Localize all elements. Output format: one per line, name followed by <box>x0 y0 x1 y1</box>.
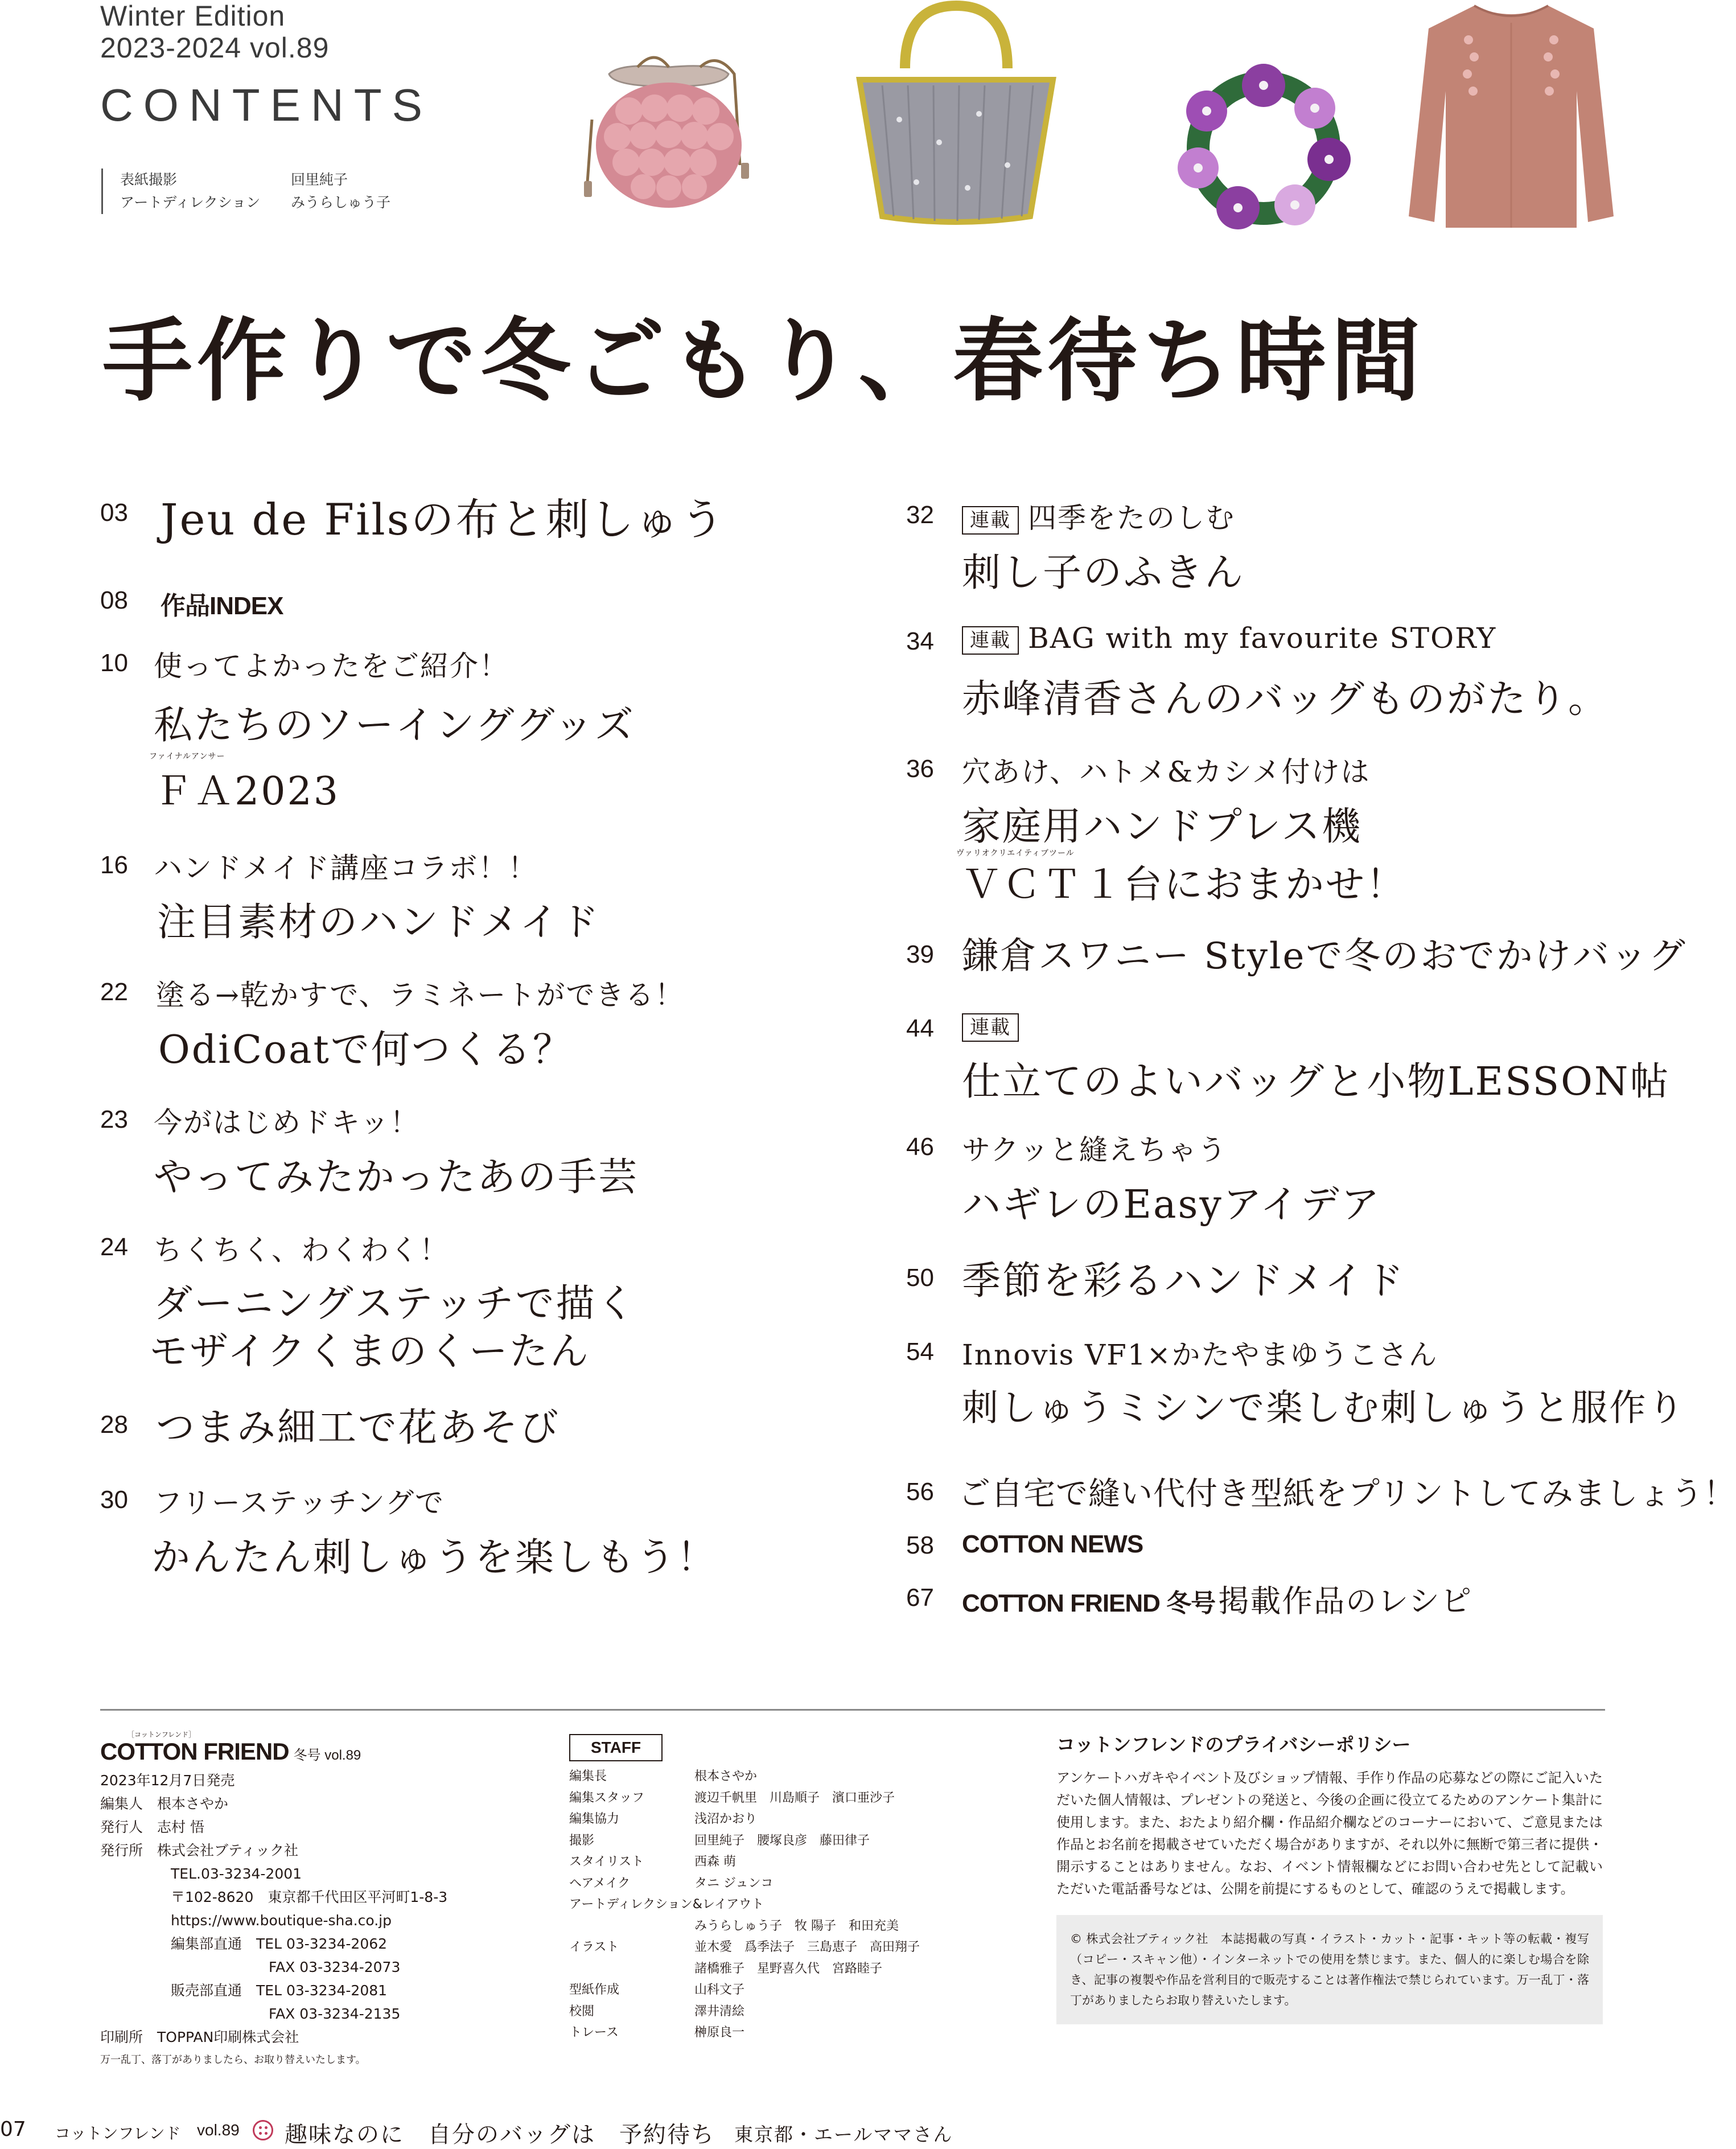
credit-label: アートディレクション <box>120 194 261 211</box>
staff-row <box>569 2022 1002 2044</box>
toc-lead: 塗る→乾かすで、ラミネートができる！ <box>156 979 685 1012</box>
serial-badge: 連載 <box>962 1013 1019 1042</box>
staff-row <box>569 1958 1002 1980</box>
toc-lead: サクッと縫えちゃう <box>962 1133 1227 1166</box>
toc-title[interactable]: 鎌倉スワニー Styleで冬のおでかけバッグ <box>962 935 1687 977</box>
staff-role: アートディレクション&レイアウト <box>569 1897 764 1912</box>
page-number: 07 <box>0 2118 26 2141</box>
staff-row <box>569 1830 1002 1852</box>
privacy-policy <box>1056 1731 1603 2024</box>
toc-title[interactable]: Jeu de Filsの布と刺しゅう <box>161 494 726 545</box>
info-line: 印刷所 TOPPAN印刷株式会社 <box>100 2029 299 2045</box>
toc-lead: ちくちく、わくわく！ <box>154 1234 449 1267</box>
toc-page-number[interactable]: 32 <box>906 501 934 529</box>
toc-page-number[interactable]: 30 <box>100 1486 128 1514</box>
staff-names: 澤井清絵 <box>694 2004 745 2019</box>
toc-title[interactable]: ハギレのEasyアイデア <box>962 1182 1381 1227</box>
toc-title[interactable]: つまみ細工で花あそび <box>156 1406 561 1451</box>
staff-names: 根本さやか <box>694 1769 758 1784</box>
publication-info <box>100 1731 533 2072</box>
toc-page-number[interactable]: 44 <box>906 1014 934 1042</box>
info-line: 編集部直通 TEL 03-3234-2062 <box>171 1936 388 1952</box>
staff-role <box>569 1958 694 1980</box>
serial-badge: 連載 <box>962 506 1019 535</box>
staff-row <box>569 1894 1002 1916</box>
toc-title[interactable]: 仕立てのよいバッグと小物LESSON帖 <box>962 1059 1671 1104</box>
info-line: 編集人 根本さやか <box>100 1795 229 1812</box>
toc-title[interactable]: ご自宅で縫い代付き型紙をプリントしてみましょう！ <box>958 1476 1736 1513</box>
quilted-tote-bag-image <box>837 0 1076 231</box>
toc-title[interactable]: 刺し子のふきん <box>962 550 1245 595</box>
staff-names: 渡辺千帆里 川島順子 濱口亜沙子 <box>694 1790 895 1805</box>
toc-title[interactable]: 季節を彩るハンドメイド <box>962 1259 1405 1304</box>
replacement-note: 万一乱丁、落丁がありましたら、お取り替えいたします。 <box>100 2054 366 2066</box>
brand-volume: 冬号 vol.89 <box>293 1748 361 1763</box>
toc-lead <box>962 495 1235 536</box>
toc-page-number[interactable]: 50 <box>906 1264 934 1292</box>
info-line: 〒102-8620 東京都千代田区平河町1-8-3 <box>171 1889 448 1905</box>
serial-badge: 連載 <box>962 626 1019 655</box>
info-line: 販売部直通 TEL 03-3234-2081 <box>171 1982 388 1999</box>
toc-title[interactable]: やってみたかったあの手芸 <box>154 1155 639 1200</box>
magazine-volume: vol.89 <box>197 2121 240 2139</box>
toc-lead: 穴あけ、ハトメ&カシメ付けは <box>962 755 1371 788</box>
staff-row <box>569 1979 1002 2001</box>
toc-page-number[interactable]: 03 <box>100 499 128 527</box>
brand-ruby: ［コットンフレンド］ <box>127 1731 195 1739</box>
info-line: 2023年12月7日発売 <box>100 1772 235 1789</box>
staff-names: 西森 萌 <box>694 1855 736 1869</box>
staff-role: 編集スタッフ <box>569 1790 645 1805</box>
toc-page-number[interactable]: 67 <box>906 1584 934 1612</box>
toc-page-number[interactable]: 39 <box>906 940 934 968</box>
privacy-body: アンケートハガキやイベント及びショップ情報、手作り作品の応募などの際にご記入いただいた個人情報は、プレゼントの発送と、今後の企画に役立てるためのアンケート集計に使用します。また、おたより紹介欄・作品紹介欄などのコーナーにおいて、ご意見または作品とお名前を掲載させていただく場合がありますが、それ以外に無断で第三者に提供・開示することはありません。なお、イベント情報欄などにお問い合わせ先として記載いただいた電話番号などは、公開を前提にするものとして、確認のうえで掲載します。 <box>1056 1770 1603 1897</box>
brand-logo <box>100 1739 533 1769</box>
info-line: FAX 03-3234-2073 <box>269 1959 401 1975</box>
staff-names: 並木愛 爲季法子 三島恵子 高田翔子 <box>694 1940 920 1954</box>
staff-role: 編集長 <box>569 1769 607 1784</box>
toc-page-number[interactable]: 08 <box>100 586 128 614</box>
drawstring-pouch-image <box>575 51 763 216</box>
toc-lead <box>962 1009 1028 1042</box>
toc-page-number[interactable]: 34 <box>906 627 934 655</box>
toc-title[interactable]: 注目素材のハンドメイド <box>157 900 600 945</box>
staff-row <box>569 1873 1002 1895</box>
toc-page-number[interactable]: 28 <box>100 1411 128 1439</box>
toc-title-brand: COTTON FRIEND 冬号 <box>962 1589 1216 1617</box>
info-line: 発行所 株式会社ブティック社 <box>100 1842 299 1859</box>
toc-title[interactable]: 赤峰清香さんのバッグものがたり。 <box>962 677 1609 722</box>
staff-names: 回里純子 腰塚良彦 藤田律子 <box>694 1833 870 1848</box>
staff-role: ヘアメイク <box>569 1876 631 1891</box>
staff-role: スタイリスト <box>569 1855 644 1869</box>
toc-page-number[interactable]: 36 <box>906 755 934 783</box>
credit-label: 表紙撮影 <box>120 171 178 188</box>
toc-ruby: ヴァリオクリエイティブツール <box>956 849 1075 858</box>
toc-lead: フリーステッチングで <box>154 1486 445 1519</box>
staff-names: タニ ジュンコ <box>694 1876 774 1891</box>
toc-title[interactable]: COTTON NEWS <box>962 1530 1143 1558</box>
toc-title[interactable]: ダーニングステッチで描く <box>154 1281 637 1326</box>
staff-row <box>569 1851 1002 1873</box>
toc-title[interactable]: 作品INDEX <box>161 592 283 620</box>
cover-credits <box>101 169 390 214</box>
staff-role: 型紙作成 <box>569 1983 620 1997</box>
staff-row <box>569 1788 1002 1809</box>
flower-wreath-image <box>1173 63 1355 233</box>
toc-lead: 今がはじめドキッ！ <box>154 1106 419 1139</box>
toc-lead: Innovis VF1×かたやまゆうこさん <box>962 1338 1438 1371</box>
embroidered-blouse-image <box>1406 0 1616 231</box>
staff-role <box>569 1916 694 1937</box>
toc-page-number[interactable]: 58 <box>906 1531 934 1559</box>
staff-names: 榊原良一 <box>694 2025 745 2040</box>
staff-label: STAFF <box>569 1734 663 1761</box>
credit-row <box>120 169 390 191</box>
staff-role: 撮影 <box>569 1833 595 1848</box>
staff-row <box>569 1937 1002 1958</box>
toc-page-number[interactable]: 46 <box>906 1133 934 1161</box>
toc-title-line2[interactable]: ＶＣＴ１台におまかせ！ <box>962 862 1407 907</box>
staff-row <box>569 1916 1002 1937</box>
toc-title[interactable]: 私たちのソーインググッズ <box>154 703 635 748</box>
toc-lead-text: BAG with my favourite STORY <box>1028 622 1497 655</box>
contents-title: CONTENTS <box>100 80 433 130</box>
toc-title-line2[interactable]: モザイクくまのくーたん <box>149 1329 590 1374</box>
staff-names: 諸橋雅子 星野喜久代 宮路睦子 <box>694 1961 883 1976</box>
credit-row <box>120 191 390 214</box>
toc-lead-text: 四季をたのしむ <box>1028 502 1235 535</box>
toc-page-number[interactable]: 22 <box>100 978 128 1006</box>
toc-page-number[interactable]: 23 <box>100 1106 128 1133</box>
copyright-notice: © 株式会社ブティック社 本誌掲載の写真・イラスト・カット・記事・キット等の転載・複写（コピー・スキャン他）・インターネットでの使用を禁じます。また、個人的に楽しむ場合を除き、記事の複製や作品を営利目的で販売することは著作権法で禁じられています。万一乱丁・落丁がありましたらお取り替えいたします。 <box>1056 1915 1603 2024</box>
toc-lead: 使ってよかったをご紹介！ <box>154 650 509 683</box>
staff-names: 山科文子 <box>694 1983 745 1997</box>
page-footer <box>0 2109 1628 2149</box>
toc-page-number[interactable]: 54 <box>906 1338 934 1366</box>
edition-volume: 2023-2024 vol.89 <box>100 32 330 64</box>
edition-label <box>100 0 329 64</box>
magazine-name: コットンフレンド <box>55 2124 181 2143</box>
info-line: TEL.03-3234-2001 <box>171 1866 302 1882</box>
toc-title[interactable]: OdiCoatで何つくる？ <box>158 1028 573 1073</box>
toc-lead <box>962 622 1496 655</box>
toc-title-line2[interactable]: ＦＡ2023 <box>154 769 340 814</box>
staff-role: 校閲 <box>569 2004 595 2019</box>
toc-title[interactable] <box>962 1577 1472 1621</box>
toc-title[interactable]: 家庭用ハンドプレス機 <box>962 804 1363 849</box>
info-line: 発行人 志村 悟 <box>100 1819 204 1835</box>
toc-page-number[interactable]: 16 <box>100 851 128 879</box>
toc-page-number[interactable]: 10 <box>100 649 128 677</box>
reader-senryu: 趣味なのに 自分のバッグは 予約待ち <box>285 2122 715 2148</box>
toc-ruby: ファイナルアンサー <box>149 752 225 761</box>
staff-role: イラスト <box>569 1940 619 1954</box>
footer-divider <box>100 1709 1605 1711</box>
headline: 手作りで冬ごもり、春待ち時間 <box>102 309 1425 414</box>
toc-title-text: 掲載作品のレシピ <box>1218 1583 1472 1619</box>
staff-row <box>569 1809 1002 1830</box>
info-line: FAX 03-3234-2135 <box>269 2006 401 2022</box>
credit-name: 回里純子 <box>291 171 348 188</box>
publisher-url[interactable]: https://www.boutique-sha.co.jp <box>171 1912 392 1929</box>
staff-names: 浅沼かおり <box>694 1812 758 1826</box>
toc-title[interactable]: 刺しゅうミシンで楽しむ刺しゅうと服作り <box>962 1387 1686 1429</box>
toc-lead: ハンドメイド講座コラボ！！ <box>154 852 538 885</box>
staff-names: みうらしゅう子 牧 陽子 和田充美 <box>694 1918 899 1933</box>
toc-title[interactable]: かんたん刺しゅうを楽しもう！ <box>151 1535 718 1580</box>
senryu-credit: 東京都・エールママさん <box>734 2123 953 2146</box>
staff-list <box>569 1734 1002 2044</box>
button-icon <box>253 2120 273 2140</box>
edition-season: Winter Edition <box>100 0 286 32</box>
staff-row <box>569 1766 1002 1788</box>
privacy-title: コットンフレンドのプライバシーポリシー <box>1056 1733 1411 1756</box>
brand-name: COTTON FRIEND <box>100 1738 289 1765</box>
staff-role: トレース <box>569 2025 619 2040</box>
staff-row <box>569 2001 1002 2023</box>
staff-role: 編集協力 <box>569 1812 620 1826</box>
credit-name: みうらしゅう子 <box>291 194 391 211</box>
toc-page-number[interactable]: 56 <box>906 1478 934 1506</box>
toc-page-number[interactable]: 24 <box>100 1233 128 1261</box>
